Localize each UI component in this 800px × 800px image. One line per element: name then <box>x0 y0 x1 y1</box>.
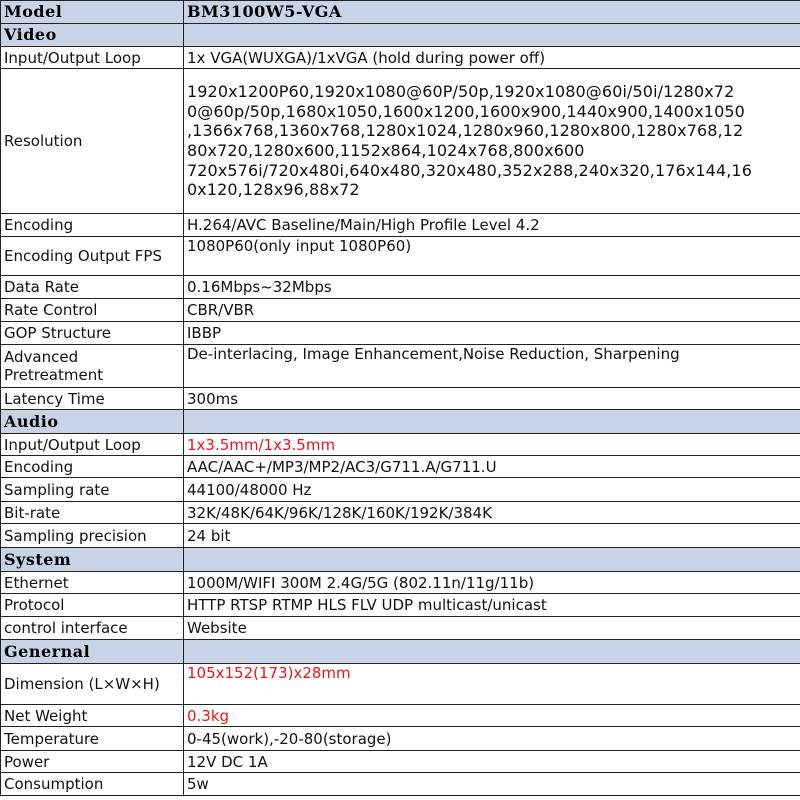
spec-label: Sampling rate <box>1 478 184 502</box>
spec-label: Resolution <box>1 69 184 214</box>
spec-value: 300ms <box>184 388 800 410</box>
spec-value: De-interlacing, Image Enhancement,Noise Reduction, Sharpening <box>184 345 800 388</box>
section-title-audio: Audio <box>1 410 184 434</box>
spec-label: Protocol <box>1 594 184 617</box>
section-title-video: Video <box>1 24 184 47</box>
spec-value: 44100/48000 Hz <box>184 478 800 502</box>
section-title-system: System <box>1 548 184 572</box>
resolution-line: 0@60p/50p,1680x1050,1600x1200,1600x900,1440x900,1400x1050 <box>187 101 745 121</box>
spec-row <box>1 664 800 705</box>
spec-label: Consumption <box>1 773 184 796</box>
spec-label: Bit-rate <box>1 502 184 524</box>
spec-label: Encoding Output FPS <box>1 237 184 276</box>
spec-row <box>1 751 800 773</box>
spec-label: Net Weight <box>1 705 184 727</box>
section-audio <box>1 410 800 434</box>
spec-label: GOP Structure <box>1 322 184 345</box>
model-label: Model <box>1 1 184 24</box>
spec-row <box>1 617 800 640</box>
spec-value: HTTP RTSP RTMP HLS FLV UDP multicast/unicast <box>184 594 800 617</box>
spec-label: Input/Output Loop <box>1 434 184 456</box>
section-title-general: Genernal <box>1 640 184 664</box>
spec-row <box>1 237 800 276</box>
spec-value: Website <box>184 617 800 640</box>
spec-value: IBBP <box>184 322 800 345</box>
spec-row <box>1 478 800 502</box>
spec-value: 1x VGA(WUXGA)/1xVGA (hold during power off) <box>184 47 800 69</box>
spec-label: Ethernet <box>1 572 184 594</box>
spec-label: control interface <box>1 617 184 640</box>
spec-value: CBR/VBR <box>184 299 800 322</box>
spec-value: 5w <box>184 773 800 796</box>
spec-row <box>1 727 800 751</box>
spec-value: 0.3kg <box>184 705 800 727</box>
model-header-row <box>1 1 800 24</box>
spec-value: 12V DC 1A <box>184 751 800 773</box>
spec-value: 0-45(work),-20-80(storage) <box>184 727 800 751</box>
spec-value: H.264/AVC Baseline/Main/High Profile Level 4.2 <box>184 214 800 237</box>
section-system <box>1 548 800 572</box>
resolution-line: 0x120,128x96,88x72 <box>187 180 360 200</box>
spec-label: Input/Output Loop <box>1 47 184 69</box>
model-value: BM3100W5-VGA <box>184 1 800 24</box>
spec-row <box>1 502 800 524</box>
spec-value: 0.16Mbps~32Mbps <box>184 276 800 299</box>
section-video <box>1 24 800 47</box>
spec-label: Power <box>1 751 184 773</box>
spec-value: 1000M/WIFI 300M 2.4G/5G (802.11n/11g/11b) <box>184 572 800 594</box>
spec-row <box>1 773 800 796</box>
section-general <box>1 640 800 664</box>
spec-row <box>1 594 800 617</box>
spec-row <box>1 276 800 299</box>
spec-label: Encoding <box>1 214 184 237</box>
spec-value: 32K/48K/64K/96K/128K/160K/192K/384K <box>184 502 800 524</box>
spec-label: Latency Time <box>1 388 184 410</box>
spec-row <box>1 322 800 345</box>
spec-value: AAC/AAC+/MP3/MP2/AC3/G711.A/G711.U <box>184 456 800 478</box>
spec-label: Advanced Pretreatment <box>1 345 184 388</box>
spec-row <box>1 572 800 594</box>
spec-row <box>1 524 800 548</box>
spec-value: 105x152(173)x28mm <box>184 664 800 705</box>
spec-row <box>1 434 800 456</box>
resolution-line: 80x720,1280x600,1152x864,1024x768,800x600 <box>187 141 585 160</box>
spec-label: Data Rate <box>1 276 184 299</box>
spec-row <box>1 345 800 388</box>
spec-label: Encoding <box>1 456 184 478</box>
spec-row <box>1 214 800 237</box>
spec-row-resolution <box>1 69 800 214</box>
resolution-line: ,1366x768,1360x768,1280x1024,1280x960,1280x800,1280x768,12 <box>187 121 744 141</box>
spec-label: Temperature <box>1 727 184 751</box>
spec-label: Sampling precision <box>1 524 184 548</box>
resolution-line: 720x576i/720x480i,640x480,320x480,352x288,240x320,176x144,16 <box>187 160 752 180</box>
spec-row <box>1 388 800 410</box>
resolution-list <box>184 69 800 214</box>
spec-row <box>1 299 800 322</box>
spec-row <box>1 47 800 69</box>
spec-label: Rate Control <box>1 299 184 322</box>
spec-value: 24 bit <box>184 524 800 548</box>
spec-value: 1080P60(only input 1080P60) <box>184 237 800 276</box>
spec-label: Dimension (L×W×H) <box>1 664 184 705</box>
spec-row <box>1 456 800 478</box>
spec-row <box>1 705 800 727</box>
resolution-line: 1920x1200P60,1920x1080@60P/50p,1920x1080@60i/50i/1280x72 <box>187 82 735 102</box>
spec-value: 1x3.5mm/1x3.5mm <box>184 434 800 456</box>
